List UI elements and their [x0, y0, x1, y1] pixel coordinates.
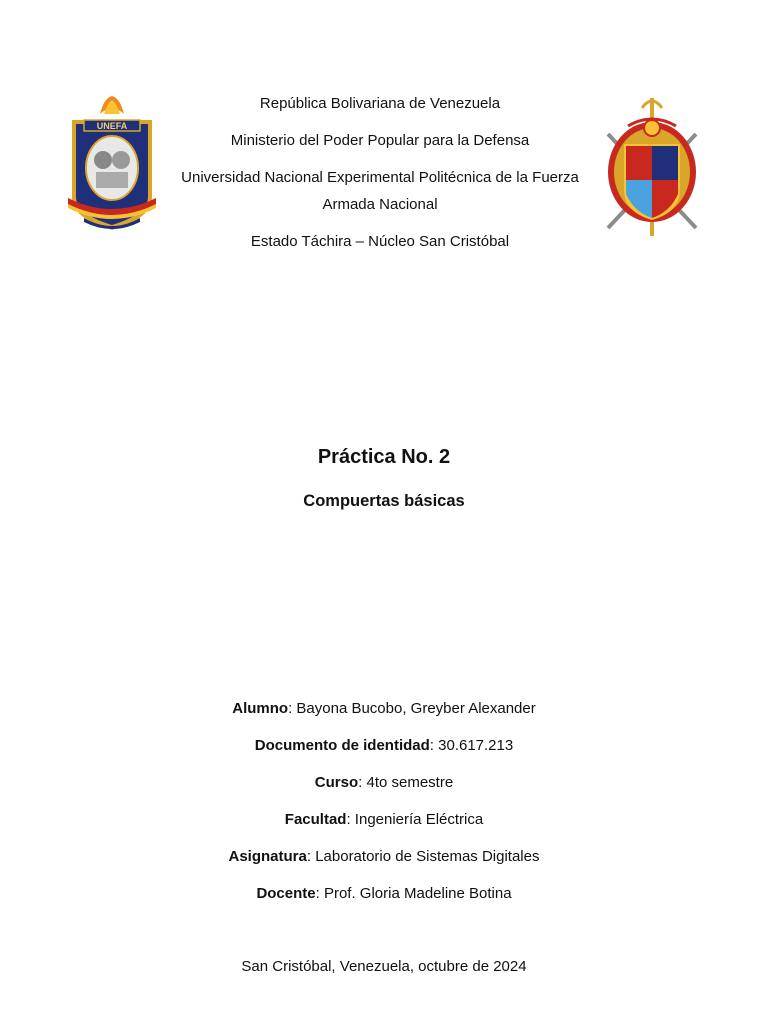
info-key: Curso [314, 774, 359, 791]
info-row-curso [0, 772, 768, 809]
info-value: : 30.617.213 [429, 737, 514, 754]
header-line-campus: Estado Táchira – Núcleo San Cristóbal [250, 233, 510, 250]
unefa-shield-icon [64, 94, 160, 236]
student-info [0, 698, 768, 920]
info-row-facultad [0, 809, 768, 846]
info-value: : Bayona Bucobo, Greyber Alexander [288, 700, 536, 717]
info-row-docente [0, 883, 768, 920]
info-key: Asignatura [228, 848, 307, 865]
info-key: Docente [256, 885, 316, 902]
unefa-logo [64, 94, 160, 236]
info-key: Alumno [232, 700, 289, 717]
institution-header [170, 90, 590, 265]
info-key: Documento de identidad [254, 737, 430, 754]
header-line-university: Universidad Nacional Experimental Politécnica de la Fuerza Armada Nacional [181, 169, 579, 213]
info-row-alumno [0, 698, 768, 735]
info-row-documento [0, 735, 768, 772]
info-value: : Prof. Gloria Madeline Botina [315, 885, 512, 902]
document-subtitle: Compuertas básicas [303, 492, 465, 510]
info-value: : 4to semestre [358, 774, 454, 791]
header-line-republic: República Bolivariana de Venezuela [259, 95, 501, 112]
unefa-banner-text: UNEFA [96, 121, 128, 131]
header-line-ministry: Ministerio del Poder Popular para la Defensa [230, 132, 530, 149]
info-value: : Ingeniería Eléctrica [346, 811, 484, 828]
place-date: San Cristóbal, Venezuela, octubre de 2024 [241, 958, 527, 975]
info-value: : Laboratorio de Sistemas Digitales [306, 848, 540, 865]
info-row-asignatura [0, 846, 768, 883]
document-title: Práctica No. 2 [317, 446, 451, 468]
info-key: Facultad [284, 811, 347, 828]
fanb-coat-of-arms-icon [598, 94, 706, 240]
fanb-logo [598, 94, 706, 240]
